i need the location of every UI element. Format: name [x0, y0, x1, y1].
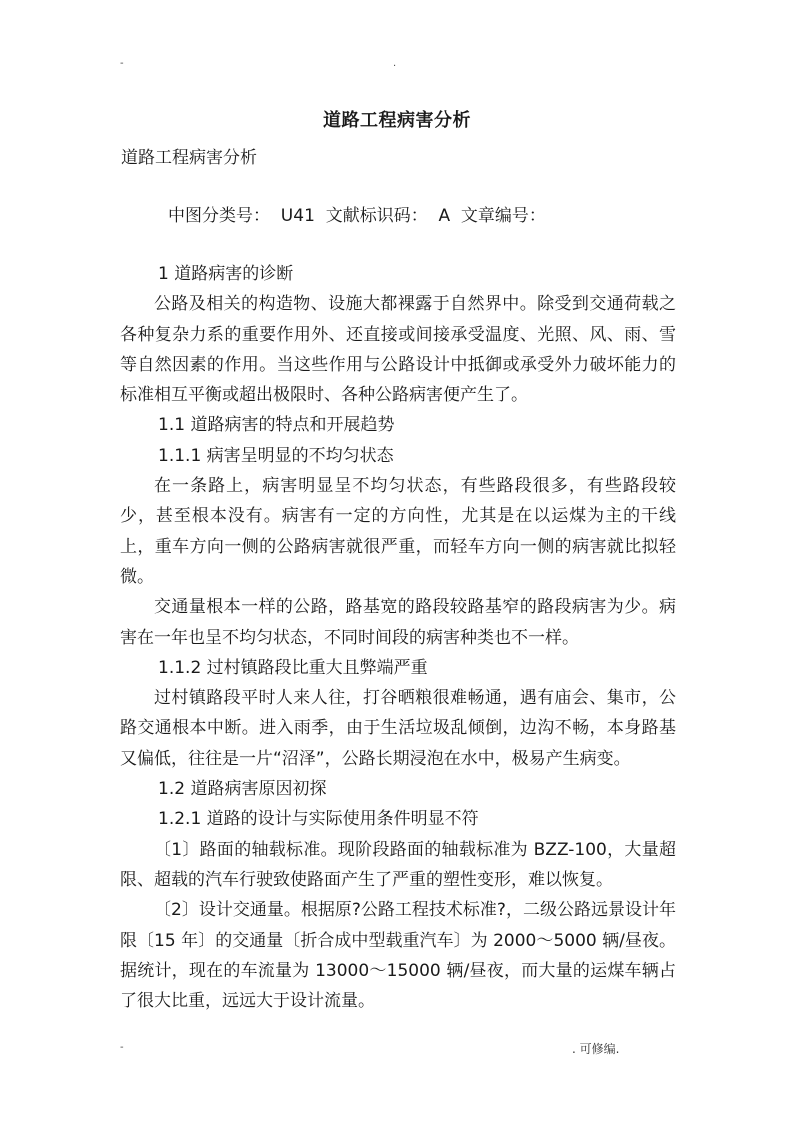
- header-right-mark: .: [393, 58, 397, 69]
- paragraph: 公路及相关的构造物、设施大都裸露于自然界中。除受到交通荷载之各种复杂力系的重要作用外、还直接或间接承受温度、光照、风、雨、雪等自然因素的作用。当这些作用与公路设计中抵御或承受外力破坏能力的标准相互平衡或超出极限时、各种公路病害便产生了。: [120, 294, 676, 406]
- paragraph: 交通量根本一样的公路，路基宽的路段较路基窄的路段病害为少。病害在一年也呈不均匀状态，不同时间段的病害种类也不一样。: [120, 597, 676, 648]
- section-heading-1-2-1: 1.2.1 道路的设计与实际使用条件明显不符: [158, 809, 479, 830]
- paragraph: 过村镇路段平时人来人往，打谷晒粮很难畅通，遇有庙会、集市，公路交通根本中断。进入雨季，由于生活垃圾乱倾倒，边沟不畅，本身路基又偏低，往往是一片“沼泽”，公路长期浸泡在水中，极易产生病变。: [120, 688, 676, 769]
- footer-left-mark: -: [120, 1042, 124, 1053]
- paragraph: 在一条路上，病害明显呈不均匀状态，有些路段很多，有些路段较少，甚至根本没有。病害有一定的方向性，尤其是在以运煤为主的干线上，重车方向一侧的公路病害就很严重，而轻车方向一侧的病害就比拟轻微。: [120, 476, 676, 587]
- section-heading-1: 1 道路病害的诊断: [158, 264, 294, 284]
- document-subtitle: 道路工程病害分析: [121, 148, 257, 168]
- classification-meta: 中图分类号： U41 文献标识码： A 文章编号：: [168, 206, 546, 226]
- header-left-mark: -: [120, 58, 124, 69]
- section-heading-1-2: 1.2 道路病害原因初探: [158, 779, 327, 800]
- paragraph: 〔1〕路面的轴载标准。现阶段路面的轴载标准为 BZZ-100，大量超限、超载的汽车行驶致使路面产生了严重的塑性变形，难以恢复。: [120, 839, 676, 890]
- section-heading-1-1-1: 1.1.1 病害呈明显的不均匀状态: [158, 445, 394, 466]
- section-heading-1-1-2: 1.1.2 过村镇路段比重大且弊端严重: [158, 657, 428, 678]
- paragraph: 〔2〕设计交通量。根据原?公路工程技术标准?，二级公路远景设计年限〔15 年〕的交通量〔折合成中型载重汽车〕为 2000～5000 辆/昼夜。据统计，现在的车流量为 13000～15000 辆/昼夜，而大量的运煤车辆占了很大比重，远远大于设计流量。: [120, 900, 676, 1012]
- section-heading-1-1: 1.1 道路病害的特点和开展趋势: [158, 415, 395, 436]
- document-title: 道路工程病害分析: [323, 110, 471, 131]
- footer-editable-note: . 可修编.: [572, 1042, 620, 1056]
- document-body: [120, 259, 676, 1016]
